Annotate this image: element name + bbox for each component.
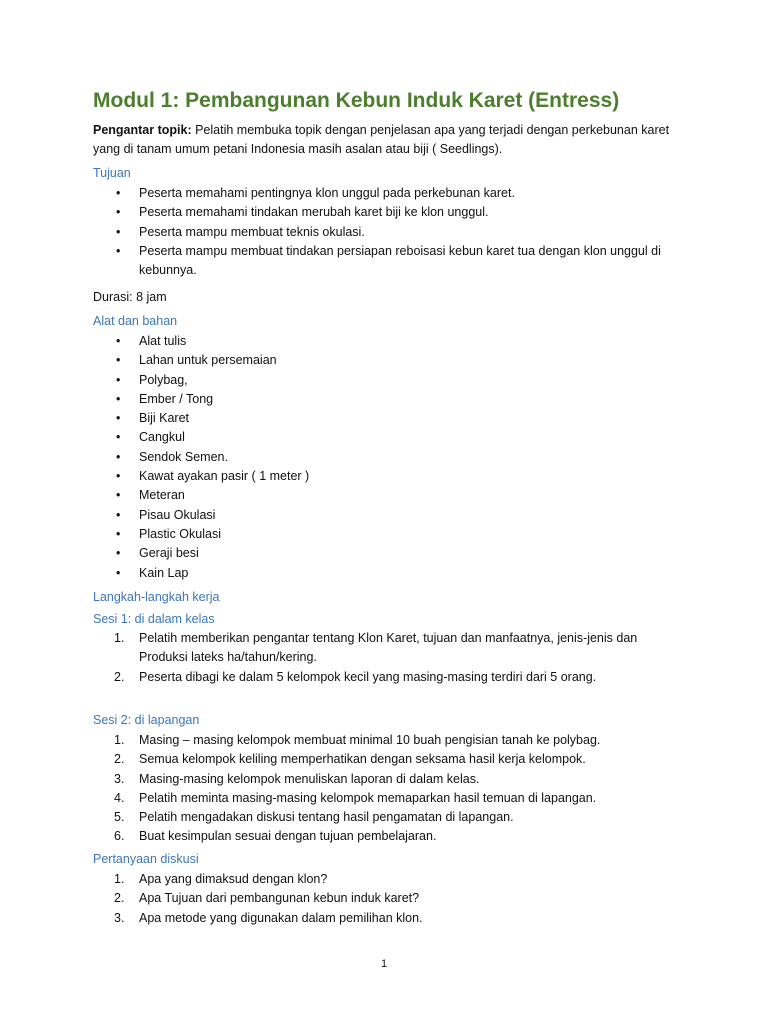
list-item: 2. Apa Tujuan dari pembangunan kebun induk karet? (0, 889, 679, 908)
list-item: 2. Peserta dibagi ke dalam 5 kelompok kecil yang masing-masing terdiri dari 5 orang. (0, 668, 679, 687)
list-item: • Ember / Tong (0, 390, 679, 409)
list-item: • Plastic Okulasi (0, 525, 679, 544)
list-number: 2. (114, 891, 125, 906)
bullet-icon: • (116, 372, 121, 387)
bullet-icon: • (116, 565, 121, 580)
heading-alat-bahan: Alat dan bahan (93, 314, 178, 328)
bullet-icon: • (116, 469, 121, 484)
list-number: 3. (114, 910, 125, 925)
list-item: • Peserta mampu membuat tindakan persiapan reboisasi kebun karet tua dengan klon unggul di kebunnya. (116, 243, 661, 278)
list-item: • Cangkul (0, 428, 679, 447)
list-item: 4. Pelatih meminta masing-masing kelompok memaparkan hasil temuan di lapangan. (0, 789, 679, 808)
heading-sesi-2: Sesi 2: di lapangan (93, 713, 200, 727)
list-item: • Peserta mampu membuat teknis okulasi. (0, 223, 679, 242)
tujuan-list (0, 184, 679, 280)
bullet-icon: • (116, 546, 121, 561)
list-item: 1. Masing – masing kelompok membuat minimal 10 buah pengisian tanah ke polybag. (0, 731, 679, 750)
sesi-1-list (0, 629, 679, 687)
list-item: • Kawat ayakan pasir ( 1 meter ) (0, 467, 679, 486)
list-item: 2. Semua kelompok keliling memperhatikan dengan seksama hasil kerja kelompok. (0, 750, 679, 769)
bullet-icon: • (116, 186, 121, 200)
bullet-icon: • (116, 205, 121, 220)
list-item: • Meteran (0, 486, 679, 505)
heading-tujuan: Tujuan (93, 166, 131, 180)
list-item: 3. Masing-masing kelompok menuliskan laporan di dalam kelas. (0, 770, 679, 789)
list-item: • Geraji besi (0, 544, 679, 563)
list-number: 3. (114, 771, 125, 786)
list-number: 4. (114, 790, 125, 805)
list-item: 6. Buat kesimpulan sesuai dengan tujuan pembelajaran. (0, 827, 679, 846)
list-item: • Peserta memahami tindakan merubah karet biji ke klon unggul. (0, 203, 679, 222)
list-item: • Alat tulis (0, 332, 679, 351)
list-number: 5. (114, 810, 125, 825)
bullet-icon: • (116, 411, 121, 426)
list-number: 1. (114, 733, 125, 747)
list-number: 2. (114, 752, 125, 767)
list-item: • Pisau Okulasi (0, 506, 679, 525)
list-item: 3. Apa metode yang digunakan dalam pemilihan klon. (0, 909, 679, 928)
list-item: 1. Apa yang dimaksud dengan klon? (0, 870, 679, 889)
list-number: 2. (114, 669, 125, 684)
heading-pertanyaan-diskusi: Pertanyaan diskusi (93, 852, 199, 866)
list-number: 1. (114, 872, 125, 886)
list-item: 1. Pelatih memberikan pengantar tentang Klon Karet, tujuan dan manfaatnya, jenis-jenis dan Produksi lateks ha/tahun/kering. (114, 631, 638, 665)
list-item: • Lahan untuk persemaian (0, 351, 679, 370)
durasi-text: Durasi: 8 jam (93, 290, 167, 304)
bullet-icon: • (116, 430, 121, 445)
bullet-icon: • (116, 507, 121, 522)
diskusi-list (0, 870, 679, 928)
list-item: • Peserta memahami pentingnya klon unggul pada perkebunan karet. (0, 184, 679, 203)
list-item: • Sendok Semen. (0, 448, 679, 467)
sesi-2-list (0, 731, 679, 847)
list-item: • Kain Lap (0, 564, 679, 583)
list-number: 1. (114, 631, 125, 645)
list-item: 5. Pelatih mengadakan diskusi tentang hasil pengamatan di lapangan. (0, 808, 679, 827)
list-number: 6. (114, 829, 125, 844)
intro-label: Pengantar topik: (93, 123, 192, 137)
list-item: • Polybag, (0, 371, 679, 390)
page-number: 1 (380, 958, 388, 970)
intro-paragraph (93, 121, 693, 159)
bullet-icon: • (116, 353, 121, 368)
heading-sesi-1: Sesi 1: di dalam kelas (93, 612, 215, 626)
bullet-icon: • (116, 488, 121, 503)
bullet-icon: • (116, 449, 121, 464)
bullet-icon: • (116, 391, 121, 406)
intro-text: Pelatih membuka topik dengan penjelasan apa yang terjadi dengan perkebunan karet yang di tanam umum petani Indonesia masih asalan atau biji ( Seedlings). (93, 123, 670, 156)
module-title: Modul 1: Pembangunan Kebun Induk Karet (Entress) (93, 89, 620, 112)
bullet-icon: • (116, 334, 121, 348)
heading-langkah-kerja: Langkah-langkah kerja (93, 590, 220, 604)
alat-list (0, 332, 679, 583)
bullet-icon: • (116, 526, 121, 541)
list-item: • Biji Karet (0, 409, 679, 428)
bullet-icon: • (116, 243, 121, 258)
bullet-icon: • (116, 224, 121, 239)
